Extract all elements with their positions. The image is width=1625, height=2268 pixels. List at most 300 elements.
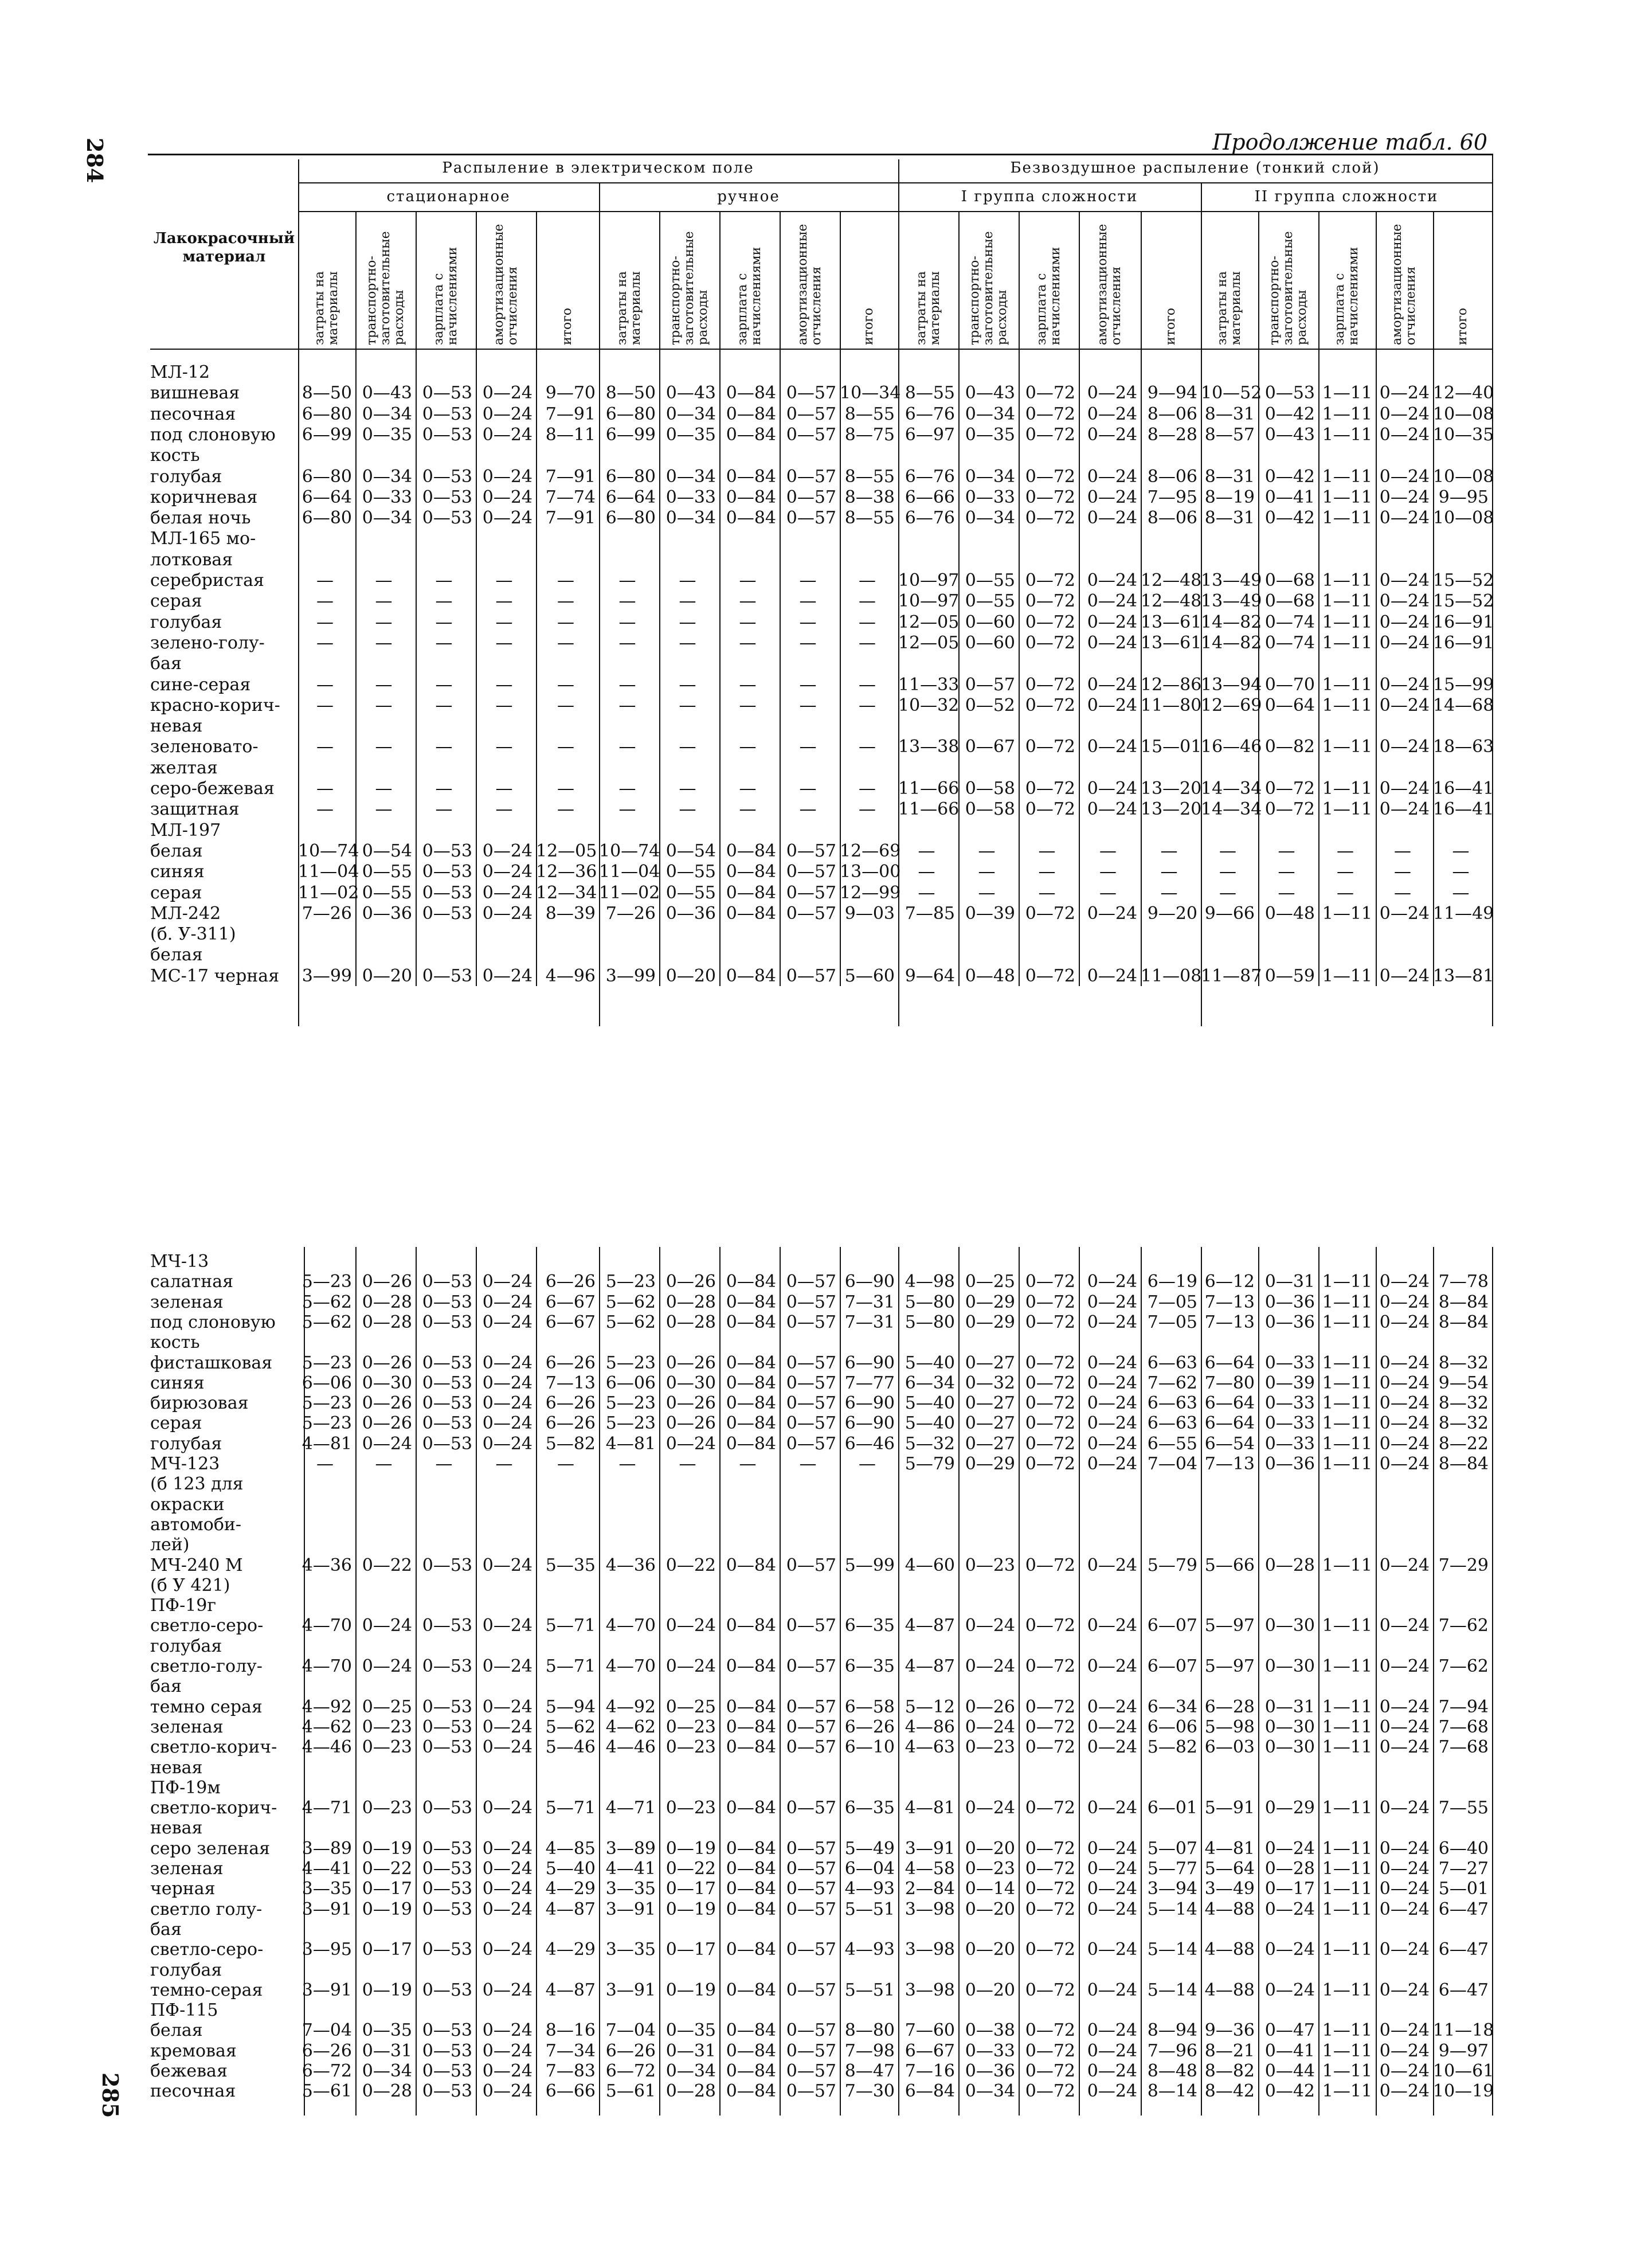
cell-materials: 4—46 <box>301 1737 352 1758</box>
cell-materials: 5—23 <box>605 1352 656 1373</box>
cell-transport: 0—36 <box>965 2061 1015 2081</box>
cell-materials: 10—74 <box>298 840 359 861</box>
cell-amort: 0—24 <box>482 1433 532 1454</box>
cell-materials: 8—19 <box>1204 487 1255 507</box>
cell-total: 12—99 <box>840 882 901 903</box>
cell-total: 12—69 <box>840 840 901 861</box>
cell-salary: 0—53 <box>422 1879 472 1899</box>
cell-salary: 0—53 <box>422 1292 472 1312</box>
cell-transport: 0—68 <box>1264 570 1315 591</box>
cell-salary: 0—72 <box>1025 1696 1075 1717</box>
cell-amort: 0—24 <box>1087 612 1137 632</box>
cell-amort: 0—57 <box>786 1939 836 1960</box>
cell-amort: 0—24 <box>1087 591 1137 612</box>
cell-total: 7—68 <box>1438 1716 1489 1737</box>
cell-materials: — <box>316 591 334 612</box>
cell-materials: 6—66 <box>904 487 955 507</box>
cell-materials: 11—66 <box>898 799 960 820</box>
cell-transport: 0—29 <box>965 1292 1015 1312</box>
cell-amort: 0—24 <box>1087 1413 1137 1434</box>
material-name: зелено-голу- <box>150 632 265 653</box>
cell-transport: 0—17 <box>362 1879 412 1899</box>
cell-salary: 0—53 <box>422 1716 472 1737</box>
cell-materials: 4—60 <box>904 1555 955 1575</box>
cell-amort: 0—57 <box>786 1716 836 1737</box>
cell-amort: 0—24 <box>1379 965 1430 986</box>
cell-materials: — <box>316 632 334 653</box>
cell-amort: 0—57 <box>786 965 836 986</box>
cell-amort: 0—57 <box>786 1312 836 1332</box>
cell-amort: 0—24 <box>1379 1899 1430 1919</box>
column-header-text: зарплата с начислениями <box>1333 247 1361 345</box>
cell-amort: 0—57 <box>786 404 836 424</box>
cell-salary: 0—53 <box>422 1798 472 1819</box>
cell-amort: — <box>799 570 817 591</box>
cell-materials: 9—64 <box>904 965 955 986</box>
material-name: ПФ-19г <box>150 1596 217 1616</box>
cell-materials: 6—26 <box>301 2040 352 2061</box>
column-header-text: транспортно-заготовительные расходы <box>668 231 710 345</box>
cell-transport: 0—54 <box>362 840 412 861</box>
header-rule-2 <box>298 211 1492 212</box>
cell-salary: 0—72 <box>1025 632 1075 653</box>
cell-transport: 0—29 <box>965 1312 1015 1332</box>
cell-transport: 0—23 <box>362 1716 412 1737</box>
table-row <box>150 1292 1492 1313</box>
cell-materials: 5—40 <box>904 1393 955 1414</box>
cell-salary: 0—53 <box>422 508 472 529</box>
cell-total: 7—31 <box>844 1292 895 1312</box>
cell-salary: 0—72 <box>1025 570 1075 591</box>
cell-salary: 0—84 <box>726 965 776 986</box>
cell-amort: 0—24 <box>1379 383 1430 404</box>
cell-amort: 0—24 <box>1087 2061 1137 2081</box>
cell-amort: 0—57 <box>786 2061 836 2081</box>
cell-materials: 3—91 <box>605 1980 656 2000</box>
cell-salary: 1—11 <box>1322 1352 1372 1373</box>
column-header-text: амортизационные отчисления <box>1095 224 1123 345</box>
cell-total: 13—61 <box>1141 612 1202 632</box>
cell-amort: 0—24 <box>482 2081 532 2102</box>
cell-total: 13—81 <box>1433 965 1494 986</box>
cell-materials: 4—62 <box>301 1716 352 1737</box>
cell-amort: 0—24 <box>1087 1352 1137 1373</box>
cell-total: 8—39 <box>545 903 596 924</box>
cell-salary: 1—11 <box>1322 1737 1372 1758</box>
table-row <box>150 716 1492 737</box>
cell-transport: 0—27 <box>965 1433 1015 1454</box>
cell-transport: 0—24 <box>1264 1838 1315 1859</box>
cell-total: 5—46 <box>545 1737 596 1758</box>
cell-salary: 0—72 <box>1025 799 1075 820</box>
cell-transport: 0—35 <box>665 424 716 445</box>
cell-transport: 0—24 <box>362 1656 412 1676</box>
cell-salary: 0—84 <box>726 903 776 924</box>
cell-materials: 5—61 <box>605 2081 656 2102</box>
column-header-text: затраты на материалы <box>312 271 340 345</box>
cell-transport: 0—33 <box>1264 1352 1315 1373</box>
cell-materials: 6—80 <box>605 508 656 529</box>
cell-amort: — <box>495 570 513 591</box>
cell-amort: 0—57 <box>786 383 836 404</box>
cell-transport: 0—24 <box>1264 1899 1315 1919</box>
cell-materials: 6—64 <box>301 487 352 507</box>
cell-materials: 6—76 <box>904 508 955 529</box>
cell-amort: 0—24 <box>1087 570 1137 591</box>
cell-total: 11—49 <box>1433 903 1494 924</box>
table-row <box>150 737 1492 757</box>
cell-amort: 0—24 <box>482 1696 532 1717</box>
table-row <box>150 550 1492 570</box>
cell-transport: — <box>679 779 696 799</box>
cell-materials: 6—64 <box>1204 1393 1255 1414</box>
cell-materials: 4—71 <box>301 1798 352 1819</box>
cell-transport: 0—34 <box>665 404 716 424</box>
cell-total: — <box>1160 840 1178 861</box>
cell-transport: 0—36 <box>362 903 412 924</box>
cell-transport: 0—17 <box>362 1939 412 1960</box>
cell-salary: — <box>739 799 757 820</box>
cell-amort: 0—24 <box>1379 2040 1430 2061</box>
cell-total: 9—70 <box>545 383 596 404</box>
cell-materials: 10—97 <box>898 570 960 591</box>
cell-salary: 1—11 <box>1322 674 1372 695</box>
cell-materials: 12—05 <box>898 612 960 632</box>
cell-total: 7—31 <box>844 1312 895 1332</box>
cell-total: 13—20 <box>1141 799 1202 820</box>
cell-salary: 1—11 <box>1322 1555 1372 1575</box>
cell-total: 7—94 <box>1438 1696 1489 1717</box>
cell-transport: 0—36 <box>1264 1312 1315 1332</box>
column-header-text: затраты на материалы <box>1215 271 1243 345</box>
cell-salary: 0—72 <box>1025 591 1075 612</box>
table-row <box>150 1697 1492 1718</box>
cell-total: 5—14 <box>1147 1899 1197 1919</box>
cell-amort: 0—57 <box>786 1696 836 1717</box>
cell-materials: 8—55 <box>904 383 955 404</box>
cell-salary: 0—53 <box>422 1980 472 2000</box>
column-header-text: затраты на материалы <box>614 271 643 345</box>
cell-transport: 0—48 <box>965 965 1015 986</box>
column-header-materials <box>1201 216 1258 345</box>
column-header-transport <box>1258 216 1318 345</box>
cell-transport: 0—34 <box>965 508 1015 529</box>
cell-materials: 8—31 <box>1204 404 1255 424</box>
cell-materials: 6—97 <box>904 424 955 445</box>
cell-total: 5—49 <box>844 1838 895 1859</box>
column-header-amort <box>780 216 840 345</box>
cell-total: 4—93 <box>844 1939 895 1960</box>
table-row <box>150 1676 1492 1697</box>
cell-total: 13—20 <box>1141 779 1202 799</box>
cell-total: 5—07 <box>1147 1838 1197 1859</box>
cell-materials: 4—88 <box>1204 1980 1255 2000</box>
cell-total: 8—38 <box>844 487 895 507</box>
cell-total: 6—35 <box>844 1656 895 1676</box>
cell-amort: 0—24 <box>1379 903 1430 924</box>
cell-materials: 5—62 <box>301 1312 352 1332</box>
cell-amort: 0—24 <box>1379 779 1430 799</box>
cell-transport: — <box>679 612 696 632</box>
cell-salary: — <box>739 591 757 612</box>
cell-transport: 0—36 <box>1264 1454 1315 1474</box>
cell-transport: 0—57 <box>965 674 1015 695</box>
cell-total: 12—05 <box>536 840 597 861</box>
cell-amort: 0—24 <box>1087 2040 1137 2061</box>
column-header-text: амортизационные отчисления <box>491 224 520 345</box>
cell-total: 6—90 <box>844 1393 895 1414</box>
cell-transport: 0—24 <box>965 1716 1015 1737</box>
cell-total: 5—71 <box>545 1798 596 1819</box>
cell-salary: 0—84 <box>726 2020 776 2041</box>
material-name: МЛ-197 <box>150 820 221 840</box>
cell-transport: 0—24 <box>362 1616 412 1636</box>
cell-total: 7—04 <box>1147 1454 1197 1474</box>
cell-amort: 0—24 <box>1087 1798 1137 1819</box>
material-name: белая ночь <box>150 508 251 529</box>
cell-amort: 0—24 <box>482 2020 532 2041</box>
cell-salary: 0—84 <box>726 1616 776 1636</box>
material-name: черная <box>150 1879 216 1899</box>
cell-total: 5—35 <box>545 1555 596 1575</box>
cell-transport: 0—19 <box>362 1838 412 1859</box>
cell-salary: 1—11 <box>1322 1939 1372 1960</box>
table-row <box>150 1332 1492 1353</box>
cell-amort: 0—24 <box>482 1737 532 1758</box>
cell-transport: 0—23 <box>965 1737 1015 1758</box>
cell-amort: 0—24 <box>1087 424 1137 445</box>
cell-total: 6—26 <box>545 1352 596 1373</box>
cell-materials: 11—04 <box>599 862 660 882</box>
cell-amort: 0—57 <box>786 1393 836 1414</box>
cell-salary: 0—53 <box>422 1899 472 1919</box>
cell-materials: 6—54 <box>1204 1433 1255 1454</box>
cell-salary: 0—72 <box>1025 1939 1075 1960</box>
cell-materials: 10—74 <box>599 840 660 861</box>
cell-total: 6—07 <box>1147 1656 1197 1676</box>
cell-salary: 1—11 <box>1322 1616 1372 1636</box>
cell-materials: 6—72 <box>301 2061 352 2081</box>
cell-total: 5—14 <box>1147 1939 1197 1960</box>
material-name: зеленовато- <box>150 737 259 757</box>
material-name: голубая <box>150 1960 222 1980</box>
cell-materials: 5—64 <box>1204 1859 1255 1879</box>
cell-salary: 0—84 <box>726 882 776 903</box>
cell-transport: 0—26 <box>362 1413 412 1434</box>
cell-materials: 6—67 <box>904 2040 955 2061</box>
cell-total: 8—94 <box>1147 2020 1197 2041</box>
cell-salary: 0—53 <box>422 404 472 424</box>
cell-materials: 12—69 <box>1201 695 1262 715</box>
cell-salary: 1—11 <box>1322 903 1372 924</box>
cell-materials: 4—63 <box>904 1737 955 1758</box>
cell-salary: — <box>739 737 757 757</box>
cell-materials: 6—64 <box>605 487 656 507</box>
cell-salary: 1—11 <box>1322 1696 1372 1717</box>
cell-transport: 0—55 <box>665 862 716 882</box>
cell-materials: 6—06 <box>301 1372 352 1393</box>
cell-salary: 0—53 <box>422 840 472 861</box>
cell-transport: 0—28 <box>362 1312 412 1332</box>
cell-transport: 0—22 <box>362 1555 412 1575</box>
table-row <box>150 924 1492 945</box>
cell-materials: 8—82 <box>1204 2061 1255 2081</box>
cell-transport: 0—34 <box>965 404 1015 424</box>
cell-transport: 0—82 <box>1264 737 1315 757</box>
cell-materials: 7—13 <box>1204 1312 1255 1332</box>
cell-amort: 0—24 <box>482 1899 532 1919</box>
cell-amort: 0—24 <box>482 1656 532 1676</box>
cell-amort: 0—24 <box>1087 799 1137 820</box>
cell-materials: 5—12 <box>904 1696 955 1717</box>
cell-materials: 11—02 <box>298 882 359 903</box>
cell-total: 13—00 <box>840 862 901 882</box>
cell-total: 7—91 <box>545 466 596 487</box>
cell-amort: 0—24 <box>1379 2020 1430 2041</box>
material-name: невая <box>150 1818 203 1839</box>
table-row <box>150 1798 1492 1819</box>
cell-materials: 7—60 <box>904 2020 955 2041</box>
cell-transport: 0—53 <box>1264 383 1315 404</box>
cell-amort: 0—57 <box>786 903 836 924</box>
cell-materials: 6—64 <box>1204 1413 1255 1434</box>
table-row <box>150 1575 1492 1596</box>
cell-salary: 0—72 <box>1025 1292 1075 1312</box>
cell-amort: 0—57 <box>786 2081 836 2102</box>
cell-total: 18—63 <box>1433 737 1494 757</box>
cell-materials: 14—34 <box>1201 779 1262 799</box>
cell-salary: 0—72 <box>1025 1616 1075 1636</box>
cell-amort: 0—24 <box>1379 1838 1430 1859</box>
table-row <box>150 945 1492 965</box>
cell-salary: 0—72 <box>1025 508 1075 529</box>
table-row <box>150 1555 1492 1576</box>
cell-transport: 0—26 <box>362 1393 412 1414</box>
cell-amort: — <box>799 737 817 757</box>
column-header-total <box>1433 216 1492 345</box>
cell-salary: 0—53 <box>422 2081 472 2102</box>
cell-materials: 2—84 <box>904 1879 955 1899</box>
cell-materials: 13—94 <box>1201 674 1262 695</box>
cell-materials: 6—99 <box>605 424 656 445</box>
table-row <box>150 508 1492 529</box>
column-header-total <box>536 216 599 345</box>
material-name: ПФ-19м <box>150 1777 221 1798</box>
cell-materials: 11—04 <box>298 862 359 882</box>
cell-materials: 3—99 <box>605 965 656 986</box>
cell-salary: 0—84 <box>726 2081 776 2102</box>
cell-amort: 0—57 <box>786 1656 836 1676</box>
cell-amort: 0—57 <box>786 1433 836 1454</box>
cell-transport: 0—64 <box>1264 695 1315 715</box>
cell-amort: 0—24 <box>1087 632 1137 653</box>
cell-transport: 0—19 <box>665 1899 716 1919</box>
cell-transport: 0—72 <box>1264 779 1315 799</box>
cell-total: — <box>1452 882 1470 903</box>
cell-salary: 1—11 <box>1322 1413 1372 1434</box>
cell-amort: 0—24 <box>482 1292 532 1312</box>
cell-salary: 1—11 <box>1322 1716 1372 1737</box>
cell-total: 6—34 <box>1147 1696 1197 1717</box>
cell-total: 5—82 <box>1147 1737 1197 1758</box>
cell-transport: 0—19 <box>665 1980 716 2000</box>
cell-total: 7—74 <box>545 487 596 507</box>
cell-transport: 0—36 <box>1264 1292 1315 1312</box>
cell-total: 6—26 <box>545 1272 596 1292</box>
cell-materials: 5—23 <box>301 1393 352 1414</box>
cell-amort: 0—24 <box>1087 2081 1137 2102</box>
cell-salary: 1—11 <box>1322 1372 1372 1393</box>
cell-amort: 0—24 <box>1087 1433 1137 1454</box>
cell-total: 6—90 <box>844 1413 895 1434</box>
cell-materials: 7—13 <box>1204 1454 1255 1474</box>
cell-total: 6—35 <box>844 1616 895 1636</box>
cell-amort: 0—24 <box>1379 487 1430 507</box>
cell-total: 6—63 <box>1147 1393 1197 1414</box>
material-name: бая <box>150 1676 182 1697</box>
cell-salary: 1—11 <box>1322 1980 1372 2000</box>
cell-transport: 0—60 <box>965 612 1015 632</box>
cell-transport: 0—19 <box>665 1838 716 1859</box>
table-row <box>150 1758 1492 1778</box>
cell-salary: 0—72 <box>1025 2081 1075 2102</box>
table-row <box>150 1454 1492 1475</box>
column-header-text: итого <box>560 308 574 345</box>
cell-salary: 1—11 <box>1322 1879 1372 1899</box>
cell-transport: 0—24 <box>665 1656 716 1676</box>
cell-salary: 0—84 <box>726 1879 776 1899</box>
cell-total: — <box>1452 862 1470 882</box>
cell-salary: 1—11 <box>1322 695 1372 715</box>
cell-total: 6—66 <box>545 2081 596 2102</box>
cell-total: 6—26 <box>545 1393 596 1414</box>
continuation-caption: Продолжение табл. 60 <box>1212 130 1487 155</box>
cell-amort: 0—24 <box>1379 2061 1430 2081</box>
cell-transport: 0—30 <box>1264 1616 1315 1636</box>
cell-materials: 9—36 <box>1204 2020 1255 2041</box>
cell-materials: 5—79 <box>904 1454 955 1474</box>
cell-total: — <box>557 674 574 695</box>
cell-total: 5—94 <box>545 1696 596 1717</box>
cell-total: 8—84 <box>1438 1312 1489 1332</box>
cell-salary: 0—84 <box>726 1798 776 1819</box>
cell-salary: 0—53 <box>422 1272 472 1292</box>
cell-salary: 0—84 <box>726 1859 776 1879</box>
cell-transport: 0—20 <box>965 1899 1015 1919</box>
cell-amort: 0—57 <box>786 1616 836 1636</box>
cell-transport: 0—28 <box>665 1292 716 1312</box>
cell-transport: 0—74 <box>1264 612 1315 632</box>
cell-total: — <box>557 779 574 799</box>
cell-total: 7—27 <box>1438 1859 1489 1879</box>
cell-transport: 0—34 <box>362 508 412 529</box>
cell-transport: — <box>375 612 393 632</box>
cell-transport: 0—23 <box>362 1737 412 1758</box>
column-header-text: амортизационные отчисления <box>795 224 824 345</box>
page-number-top: 284 <box>82 138 108 183</box>
cell-total: 7—77 <box>844 1372 895 1393</box>
material-name: ПФ-115 <box>150 2000 218 2021</box>
cell-salary: — <box>1038 882 1056 903</box>
cell-transport: 0—22 <box>362 1859 412 1879</box>
cell-materials: 5—80 <box>904 1292 955 1312</box>
table-row <box>150 445 1492 466</box>
cell-total: 5—77 <box>1147 1859 1197 1879</box>
material-name: светло-корич- <box>150 1737 277 1758</box>
cell-total: — <box>859 779 876 799</box>
cell-salary: 0—72 <box>1025 1838 1075 1859</box>
cell-total: 7—05 <box>1147 1292 1197 1312</box>
